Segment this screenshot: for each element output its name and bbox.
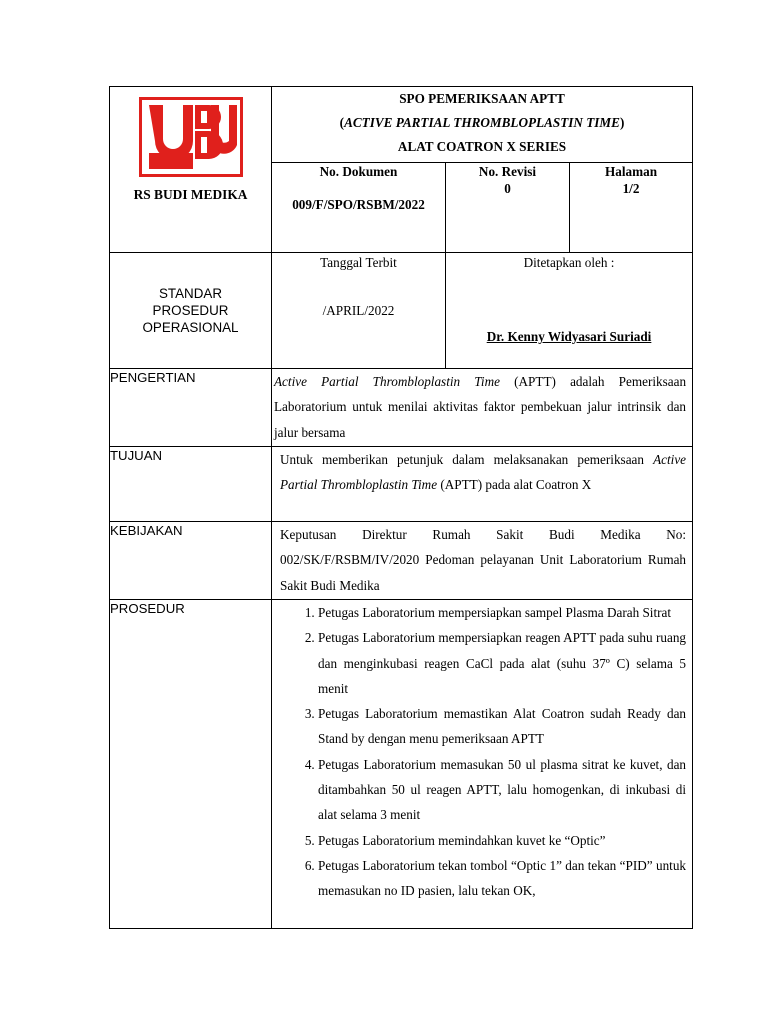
tujuan-text: Untuk memberikan petunjuk dalam melaksanakan pemeriksaan Active Partial Thrombloplаstin Time (APTT) pada alat Coatron X	[280, 452, 687, 493]
approver-name: Dr. Kenny Widyasari Suriadi	[486, 329, 652, 344]
procedure-step: 5. Petugas Laboratorium memindahkan kuvet ke “Optic”	[318, 828, 686, 853]
prosedur-content-cell	[272, 600, 693, 929]
kebijakan-content-cell	[272, 522, 693, 600]
procedure-step: 1. Petugas Laboratorium mempersiapkan sampel Plasma Darah Sitrat	[318, 600, 686, 625]
issue-date-label: Tanggal Terbit	[320, 255, 397, 270]
page-label: Halaman	[605, 164, 658, 179]
kebijakan-text: Keputusan Direktur Rumah Sakit Budi Medika No: 002/SK/F/RSBM/IV/2020 Pedoman pelayanan Unit Laboratorium Rumah Sakit Budi Medika	[280, 527, 687, 593]
title-line-2: (ACTIVE PARTIAL THROMBLOPLASTIN TIME)	[339, 115, 625, 130]
approval-cell	[446, 253, 693, 369]
hospital-name: RS BUDI MEDIKA	[133, 187, 248, 202]
procedure-steps-list	[272, 600, 692, 904]
pengertian-text: Active Partial Thrombloplаstin Time (APTT) adalah Pemeriksaan Laboratorium untuk menilai aktivitas faktor pembekuan jalur intrinsik dan jalur bersama	[274, 374, 687, 440]
procedure-step: 4. Petugas Laboratorium memasukan 50 ul plasma sitrat ke kuvet, dan ditambahkan 50 ul reagen APTT, lalu homogenkan, di inkubasi di alat selama 3 menit	[318, 752, 686, 828]
title-line-3: ALAT COATRON X SERIES	[397, 139, 567, 154]
document-title-cell	[272, 87, 693, 163]
sop-label-line-2: PROSEDUR	[152, 303, 229, 318]
issue-date-cell	[272, 253, 446, 369]
prosedur-label: PROSEDUR	[110, 600, 272, 929]
sop-label-line-3: OPERASIONAL	[142, 320, 239, 335]
document-number-label: No. Dokumen	[319, 164, 398, 179]
document-number-value: 009/F/SPO/RSBM/2022	[292, 197, 425, 212]
title-line-1: SPO PEMERIKSAAN APTT	[399, 91, 565, 106]
revision-label: No. Revisi	[478, 164, 537, 179]
procedure-step: 6. Petugas Laboratorium tekan tombol “Optic 1” dan tekan “PID” untuk memasukan no ID pasien, lalu tekan OK,	[318, 853, 686, 904]
kebijakan-label: KEBIJAKAN	[110, 522, 272, 600]
spo-document-table	[109, 86, 693, 929]
tujuan-content-cell	[272, 447, 693, 522]
hospital-logo	[139, 97, 243, 177]
pengertian-label: PENGERTIAN	[110, 369, 272, 447]
tujuan-label: TUJUAN	[110, 447, 272, 522]
approved-by-label: Ditetapkan oleh :	[523, 255, 615, 270]
issue-date-value: /APRIL/2022	[322, 303, 395, 318]
sop-label-line-1: STANDAR	[159, 286, 222, 301]
sop-label-cell	[110, 253, 272, 369]
page-value: 1/2	[622, 181, 640, 196]
procedure-step: 2. Petugas Laboratorium mempersiapkan reagen APTT pada suhu ruang dan menginkubasi reagen CaCl pada alat (suhu 37º C) selama 5 menit	[318, 625, 686, 701]
revision-cell	[446, 163, 570, 253]
page-cell	[570, 163, 693, 253]
document-number-cell	[272, 163, 446, 253]
hospital-logo-cell	[110, 87, 272, 253]
procedure-step: 3. Petugas Laboratorium memastikan Alat Coatron sudah Ready dan Stand by dengan menu pemeriksaan APTT	[318, 701, 686, 752]
revision-value: 0	[504, 181, 511, 196]
pengertian-content-cell	[272, 369, 693, 447]
